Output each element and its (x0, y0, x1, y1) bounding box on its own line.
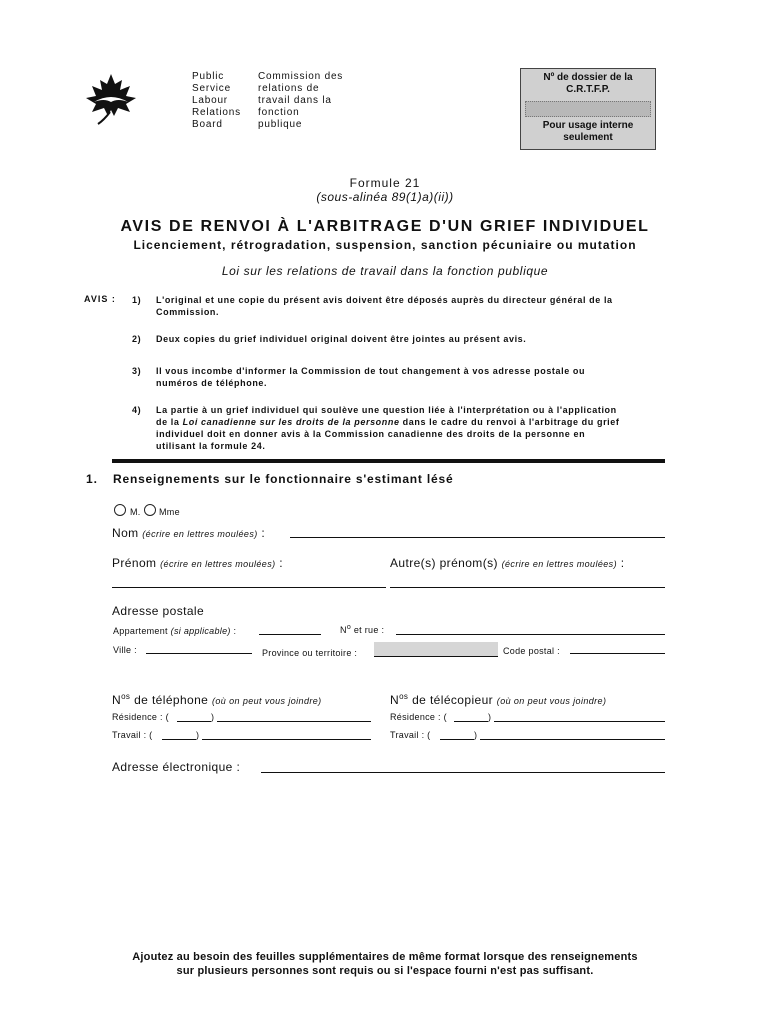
fax-superscript: os (399, 692, 409, 701)
autres-label-row (390, 556, 624, 570)
notice-text: individuel doit en donner avis à la Commission canadienne des droits de la personne en (156, 429, 586, 439)
fax-travail-close: ) (474, 730, 478, 740)
prenom-field[interactable] (112, 587, 386, 588)
notice-text: de la (156, 417, 183, 427)
tel-heading-row (112, 692, 322, 707)
nom-field[interactable] (290, 537, 665, 538)
title-mme-radio[interactable] (144, 504, 156, 516)
province-label: Province ou territoire : (262, 648, 358, 658)
fax-travail-area-code[interactable] (440, 739, 474, 740)
appartement-label: Appartement (113, 626, 168, 636)
tel-residence-area-code[interactable] (177, 721, 211, 722)
fax-residence-area-code[interactable] (454, 721, 488, 722)
file-box-title-1: Nº de dossier de la (543, 72, 633, 83)
tel-travail-area-code[interactable] (162, 739, 196, 740)
header-french (258, 71, 343, 131)
prenom-label-row (112, 556, 283, 570)
header-fr-line: fonction (258, 107, 300, 118)
prenom-hint: (écrire en lettres moulées) (160, 559, 276, 569)
email-label: Adresse électronique : (112, 760, 241, 774)
form-number: Formule 21 (349, 176, 421, 190)
maple-leaf-logo (84, 72, 138, 126)
footer-line-2: sur plusieurs personnes sont requis ou si l'espace fourni n'est pas suffisant. (176, 965, 594, 977)
tel-hint: (où on peut vous joindre) (212, 696, 322, 706)
tel-residence-number[interactable] (217, 721, 371, 722)
notice-text: Il vous incombe d'informer la Commission de tout changement à vos adresse postale ou (156, 366, 586, 376)
notice-item (132, 333, 662, 347)
no-rue-label-row (340, 624, 384, 635)
section-number: 1. (86, 472, 99, 486)
fax-residence-label: Résidence : ( (390, 712, 447, 722)
fax-heading-row (390, 692, 606, 707)
notice-number: 2) (132, 334, 142, 344)
code-postal-field[interactable] (570, 653, 665, 654)
appartement-colon: : (233, 626, 237, 636)
form-subsection: (sous-alinéa 89(1)a)(ii)) (316, 190, 454, 204)
tel-travail-number[interactable] (202, 739, 371, 740)
notice-text: L'original et une copie du présent avis doivent être déposés auprès du directeur général de la (156, 295, 613, 305)
tel-superscript: os (121, 692, 131, 701)
notice-text: La partie à un grief individuel qui soulève une question liée à l'interprétation ou à l'application (156, 405, 617, 415)
autres-label: Autre(s) prénom(s) (390, 556, 498, 570)
header-en-line: Public (192, 71, 225, 82)
nom-label-row (112, 526, 265, 540)
tel-residence-label: Résidence : ( (112, 712, 169, 722)
prenom-label: Prénom (112, 556, 157, 570)
notice-item (132, 365, 662, 391)
fax-travail-number[interactable] (480, 739, 665, 740)
notice-number: 1) (132, 295, 142, 305)
fax-travail-label: Travail : ( (390, 730, 431, 740)
no-rue-field[interactable] (396, 634, 665, 635)
appartement-field[interactable] (259, 634, 321, 635)
tel-prefix: N (112, 693, 122, 707)
form-subtitle: Licenciement, rétrogradation, suspension, sanction pécuniaire ou mutation (133, 238, 637, 252)
header-fr-line: travail dans la (258, 95, 332, 106)
autres-prenoms-field[interactable] (390, 587, 665, 588)
notice-text: numéros de téléphone. (156, 378, 268, 388)
notice-item (132, 294, 662, 320)
header-english (192, 71, 241, 131)
notice-text-line (156, 416, 661, 428)
tel-residence-close: ) (211, 712, 215, 722)
nom-hint: (écrire en lettres moulées) (142, 529, 258, 539)
tel-travail-close: ) (196, 730, 200, 740)
title-m-label: M. (130, 507, 141, 517)
ville-label: Ville : (113, 645, 137, 655)
notice-number: 4) (132, 405, 142, 415)
title-mme-label: Mme (159, 507, 180, 517)
province-field[interactable] (374, 642, 498, 656)
ville-field[interactable] (146, 653, 252, 654)
fax-residence-close: ) (488, 712, 492, 722)
email-field[interactable] (261, 772, 665, 773)
form-title: AVIS DE RENVOI À L'ARBITRAGE D'UN GRIEF INDIVIDUEL (120, 218, 650, 235)
header-fr-line: publique (258, 119, 303, 130)
internal-use-2: seulement (563, 132, 613, 143)
no-superscript: o (346, 624, 352, 631)
nom-colon: : (261, 526, 266, 540)
file-number-box (520, 68, 656, 150)
no-prefix: N (340, 625, 347, 635)
header-en-line: Board (192, 119, 223, 130)
header-en-line: Relations (192, 107, 241, 118)
notice-text: dans le cadre du renvoi à l'arbitrage du grief (399, 417, 620, 427)
appartement-hint: (si applicable) (170, 626, 231, 636)
nom-label: Nom (112, 526, 139, 540)
fax-prefix: N (390, 693, 400, 707)
province-underline (374, 656, 498, 657)
adresse-heading: Adresse postale (112, 604, 205, 618)
no-rue-label: et rue : (353, 625, 385, 635)
notice-text: Deux copies du grief individuel original doivent être jointes au présent avis. (156, 334, 527, 344)
header-en-line: Service (192, 83, 231, 94)
file-number-field[interactable] (525, 101, 651, 117)
autres-hint: (écrire en lettres moulées) (501, 559, 617, 569)
notice-number: 3) (132, 366, 142, 376)
notice-item (132, 404, 662, 454)
prenom-colon: : (279, 556, 283, 570)
fax-hint: (où on peut vous joindre) (496, 696, 607, 706)
tel-heading: de téléphone (134, 693, 209, 707)
notice-text: utilisant la formule 24. (156, 441, 266, 451)
footer-line-1: Ajoutez au besoin des feuilles supplémentaires de même format lorsque des renseignements (132, 951, 638, 963)
header-en-line: Labour (192, 95, 228, 106)
section-divider (112, 459, 665, 463)
fax-heading: de télécopieur (412, 693, 494, 707)
header-fr-line: relations de (258, 83, 320, 94)
section-title: Renseignements sur le fonctionnaire s'estimant lésé (113, 472, 454, 486)
notices-label: AVIS : (84, 294, 116, 304)
file-box-title-2: C.R.T.F.P. (566, 84, 610, 95)
code-postal-label: Code postal : (503, 646, 560, 656)
fax-residence-number[interactable] (494, 721, 665, 722)
footer-note (0, 950, 770, 978)
act-reference: Loi canadienne sur les droits de la personne (182, 417, 400, 427)
act-name: Loi sur les relations de travail dans la fonction publique (221, 264, 549, 278)
tel-travail-label: Travail : ( (112, 730, 153, 740)
notice-text: Commission. (156, 307, 220, 317)
title-m-radio[interactable] (114, 504, 126, 516)
header-fr-line: Commission des (258, 71, 344, 82)
autres-colon: : (620, 556, 625, 570)
appartement-label-row (113, 626, 236, 636)
internal-use-1: Pour usage interne (542, 120, 634, 131)
